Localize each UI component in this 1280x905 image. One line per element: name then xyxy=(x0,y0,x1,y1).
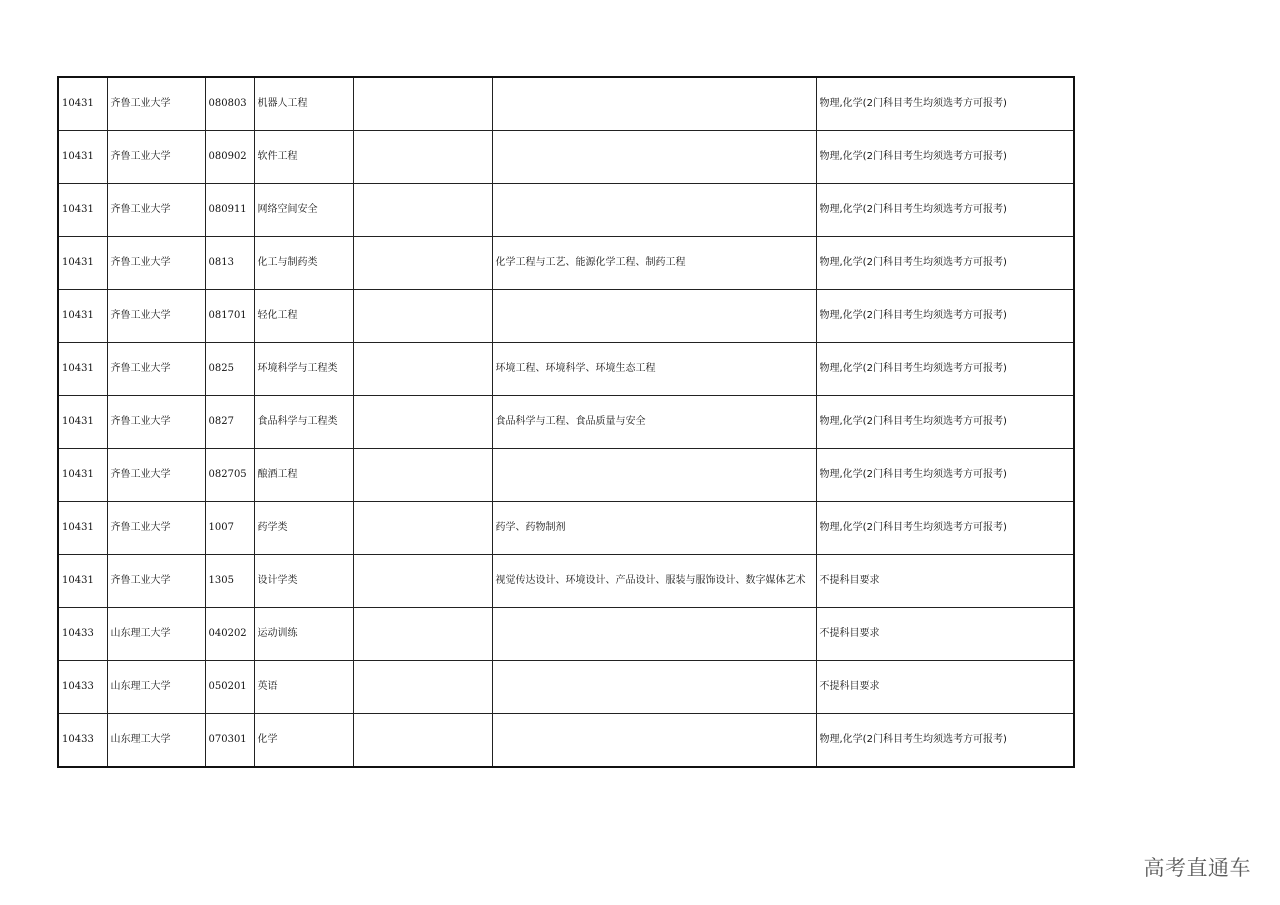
subject-requirement-cell: 物理,化学(2门科目考生均须选考方可报考) xyxy=(816,502,1074,555)
major-name-cell: 运动训练 xyxy=(254,608,353,661)
table-body xyxy=(58,77,1074,767)
subject-requirement-cell: 物理,化学(2门科目考生均须选考方可报考) xyxy=(816,77,1074,131)
major-name-cell: 轻化工程 xyxy=(254,290,353,343)
subject-requirement-cell: 物理,化学(2门科目考生均须选考方可报考) xyxy=(816,131,1074,184)
admission-requirements-table xyxy=(57,76,1075,768)
blank-cell xyxy=(353,343,492,396)
major-name-cell: 英语 xyxy=(254,661,353,714)
subject-requirement-cell: 不提科目要求 xyxy=(816,661,1074,714)
major-code-cell: 080902 xyxy=(205,131,254,184)
included-majors-cell: 环境工程、环境科学、环境生态工程 xyxy=(492,343,816,396)
watermark-text: 高考直通车 xyxy=(1143,856,1251,880)
major-name-cell: 化工与制药类 xyxy=(254,237,353,290)
included-majors-cell xyxy=(492,608,816,661)
major-code-cell: 080803 xyxy=(205,77,254,131)
blank-cell xyxy=(353,77,492,131)
blank-cell xyxy=(353,714,492,768)
school-code-cell: 10431 xyxy=(58,449,107,502)
major-code-cell: 070301 xyxy=(205,714,254,768)
major-name-cell: 环境科学与工程类 xyxy=(254,343,353,396)
table-row xyxy=(58,714,1074,768)
school-code-cell: 10433 xyxy=(58,714,107,768)
major-code-cell: 0825 xyxy=(205,343,254,396)
major-code-cell: 040202 xyxy=(205,608,254,661)
major-name-cell: 设计学类 xyxy=(254,555,353,608)
subject-requirement-cell: 物理,化学(2门科目考生均须选考方可报考) xyxy=(816,237,1074,290)
subject-requirement-cell: 不提科目要求 xyxy=(816,555,1074,608)
table-row xyxy=(58,555,1074,608)
included-majors-cell xyxy=(492,449,816,502)
major-code-cell: 0813 xyxy=(205,237,254,290)
major-name-cell: 化学 xyxy=(254,714,353,768)
table-row xyxy=(58,184,1074,237)
table-row xyxy=(58,237,1074,290)
table-row xyxy=(58,608,1074,661)
school-name-cell: 齐鲁工业大学 xyxy=(107,502,205,555)
school-code-cell: 10431 xyxy=(58,77,107,131)
major-name-cell: 酿酒工程 xyxy=(254,449,353,502)
subject-requirement-cell: 物理,化学(2门科目考生均须选考方可报考) xyxy=(816,184,1074,237)
school-name-cell: 山东理工大学 xyxy=(107,608,205,661)
school-name-cell: 齐鲁工业大学 xyxy=(107,290,205,343)
table-row xyxy=(58,290,1074,343)
included-majors-cell xyxy=(492,184,816,237)
subject-requirement-cell: 物理,化学(2门科目考生均须选考方可报考) xyxy=(816,714,1074,768)
school-code-cell: 10431 xyxy=(58,131,107,184)
blank-cell xyxy=(353,184,492,237)
school-name-cell: 齐鲁工业大学 xyxy=(107,343,205,396)
included-majors-cell: 视觉传达设计、环境设计、产品设计、服装与服饰设计、数字媒体艺术 xyxy=(492,555,816,608)
included-majors-cell xyxy=(492,131,816,184)
school-code-cell: 10433 xyxy=(58,661,107,714)
blank-cell xyxy=(353,237,492,290)
school-name-cell: 齐鲁工业大学 xyxy=(107,396,205,449)
subject-requirement-cell: 物理,化学(2门科目考生均须选考方可报考) xyxy=(816,343,1074,396)
school-code-cell: 10431 xyxy=(58,502,107,555)
included-majors-cell xyxy=(492,661,816,714)
table-row xyxy=(58,343,1074,396)
included-majors-cell xyxy=(492,714,816,768)
included-majors-cell: 食品科学与工程、食品质量与安全 xyxy=(492,396,816,449)
major-name-cell: 网络空间安全 xyxy=(254,184,353,237)
blank-cell xyxy=(353,608,492,661)
subject-requirement-cell: 物理,化学(2门科目考生均须选考方可报考) xyxy=(816,449,1074,502)
school-code-cell: 10431 xyxy=(58,237,107,290)
school-name-cell: 齐鲁工业大学 xyxy=(107,131,205,184)
table-row xyxy=(58,396,1074,449)
school-code-cell: 10431 xyxy=(58,555,107,608)
major-name-cell: 软件工程 xyxy=(254,131,353,184)
major-name-cell: 机器人工程 xyxy=(254,77,353,131)
school-name-cell: 齐鲁工业大学 xyxy=(107,449,205,502)
table-row xyxy=(58,502,1074,555)
major-code-cell: 0827 xyxy=(205,396,254,449)
table-row xyxy=(58,77,1074,131)
blank-cell xyxy=(353,661,492,714)
blank-cell xyxy=(353,555,492,608)
school-code-cell: 10431 xyxy=(58,290,107,343)
major-code-cell: 081701 xyxy=(205,290,254,343)
school-code-cell: 10431 xyxy=(58,184,107,237)
subject-requirement-cell: 不提科目要求 xyxy=(816,608,1074,661)
school-code-cell: 10433 xyxy=(58,608,107,661)
included-majors-cell xyxy=(492,77,816,131)
blank-cell xyxy=(353,502,492,555)
table-row xyxy=(58,449,1074,502)
major-code-cell: 050201 xyxy=(205,661,254,714)
blank-cell xyxy=(353,396,492,449)
major-code-cell: 080911 xyxy=(205,184,254,237)
major-code-cell: 082705 xyxy=(205,449,254,502)
blank-cell xyxy=(353,131,492,184)
school-code-cell: 10431 xyxy=(58,343,107,396)
included-majors-cell xyxy=(492,290,816,343)
subject-requirement-cell: 物理,化学(2门科目考生均须选考方可报考) xyxy=(816,396,1074,449)
blank-cell xyxy=(353,290,492,343)
school-name-cell: 山东理工大学 xyxy=(107,714,205,768)
school-name-cell: 山东理工大学 xyxy=(107,661,205,714)
major-name-cell: 药学类 xyxy=(254,502,353,555)
included-majors-cell: 化学工程与工艺、能源化学工程、制药工程 xyxy=(492,237,816,290)
school-name-cell: 齐鲁工业大学 xyxy=(107,555,205,608)
blank-cell xyxy=(353,449,492,502)
major-code-cell: 1305 xyxy=(205,555,254,608)
table-row xyxy=(58,131,1074,184)
major-name-cell: 食品科学与工程类 xyxy=(254,396,353,449)
school-name-cell: 齐鲁工业大学 xyxy=(107,184,205,237)
school-name-cell: 齐鲁工业大学 xyxy=(107,77,205,131)
included-majors-cell: 药学、药物制剂 xyxy=(492,502,816,555)
major-code-cell: 1007 xyxy=(205,502,254,555)
school-name-cell: 齐鲁工业大学 xyxy=(107,237,205,290)
subject-requirement-cell: 物理,化学(2门科目考生均须选考方可报考) xyxy=(816,290,1074,343)
table-row xyxy=(58,661,1074,714)
school-code-cell: 10431 xyxy=(58,396,107,449)
